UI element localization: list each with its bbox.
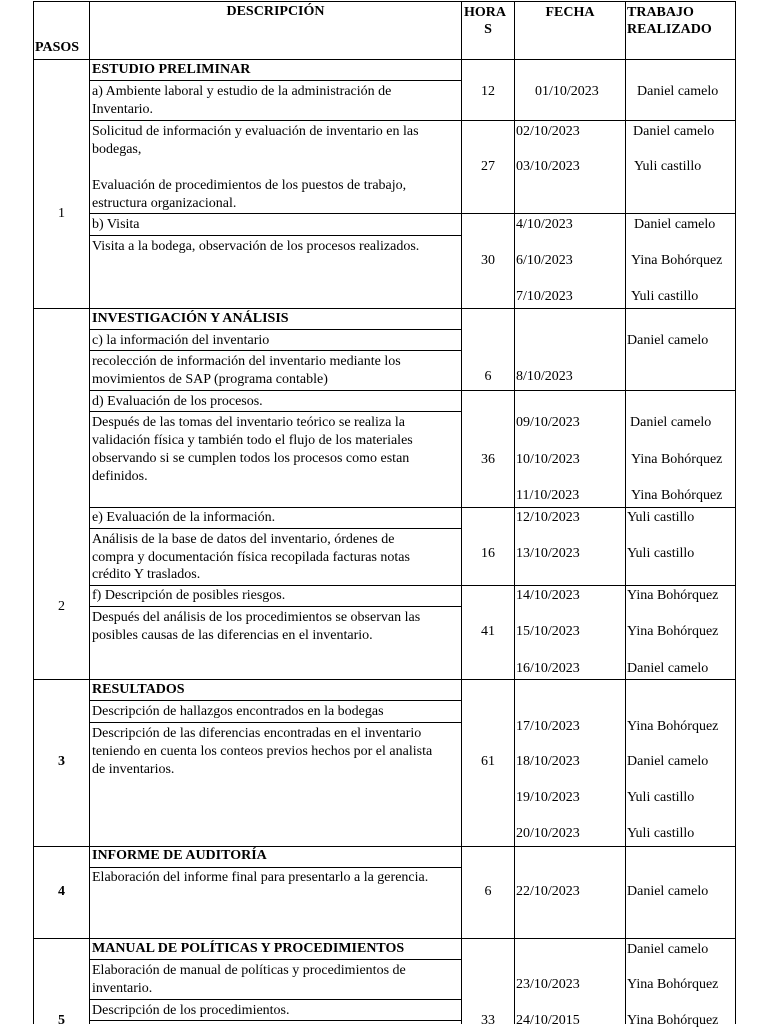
worker-name: Yuli castillo: [627, 546, 695, 561]
step-number: 3: [58, 754, 65, 769]
activity-description: bodegas,: [92, 142, 142, 157]
activity-description: Descripción de los procedimientos.: [92, 1003, 290, 1018]
date-value: 7/10/2023: [516, 289, 573, 304]
date-value: 17/10/2023: [516, 719, 580, 734]
rule: [89, 1020, 461, 1021]
header-trabajo-line2: REALIZADO: [627, 22, 712, 37]
header-horas-line2: S: [484, 22, 492, 37]
step-number: 5: [58, 1013, 65, 1028]
worker-name: Yuli castillo: [627, 826, 695, 841]
worker-name: Daniel camelo: [627, 754, 709, 769]
date-value: 6/10/2023: [516, 253, 573, 268]
worker-name: Yina Bohórquez: [631, 253, 723, 268]
step-number: 2: [58, 599, 65, 614]
hours-value: 12: [481, 84, 495, 99]
section-title: INVESTIGACIÓN Y ANÁLISIS: [92, 311, 289, 326]
activity-description: Descripción de hallazgos encontrados en la bodegas: [92, 704, 384, 719]
rule: [89, 606, 461, 607]
worker-name: Yina Bohórquez: [631, 452, 723, 467]
date-value: 11/10/2023: [516, 488, 580, 503]
hours-value: 6: [484, 884, 492, 899]
rule: [89, 507, 736, 508]
activity-description: movimientos de SAP (programa contable): [92, 372, 328, 387]
column-divider-horas: [514, 1, 515, 1024]
step-number: 1: [58, 206, 65, 221]
date-value: 4/10/2023: [516, 217, 573, 232]
activity-description: recolección de información del inventario mediante los: [92, 354, 401, 369]
activity-description: teniendo en cuenta los conteos previos hechos por el analista: [92, 744, 433, 759]
activity-description: inventario.: [92, 981, 153, 996]
rule: [89, 528, 461, 529]
hours-value: 36: [481, 452, 495, 467]
hours-value: 16: [481, 546, 495, 561]
header-fecha: FECHA: [545, 5, 595, 20]
rule: [89, 585, 736, 586]
date-value: 18/10/2023: [516, 754, 580, 769]
activity-description: b) Visita: [92, 217, 140, 232]
worker-name: Yina Bohórquez: [627, 624, 719, 639]
date-value: 13/10/2023: [516, 546, 580, 561]
worker-name: Daniel camelo: [627, 333, 709, 348]
section-title: INFORME DE AUDITORÍA: [92, 848, 267, 863]
date-value: 10/10/2023: [516, 452, 580, 467]
activity-description: observando si se cumplen todos los procesos como estan: [92, 451, 410, 466]
worker-name: Yina Bohórquez: [627, 719, 719, 734]
worker-name: Yina Bohórquez: [631, 488, 723, 503]
hours-value: 6: [484, 369, 492, 384]
worker-name: Daniel camelo: [634, 217, 716, 232]
date-value: 22/10/2023: [516, 884, 580, 899]
activity-description: Evaluación de procedimientos de los puestos de trabajo,: [92, 178, 407, 193]
activity-description: compra y documentación física recopilada facturas notas: [92, 550, 410, 565]
table-border-left: [33, 1, 34, 1024]
activity-description: c) la información del inventario: [92, 333, 270, 348]
activity-description: definidos.: [92, 469, 148, 484]
worker-name: Yina Bohórquez: [627, 588, 719, 603]
column-divider-fecha: [625, 1, 626, 1024]
date-value: 02/10/2023: [516, 124, 580, 139]
activity-description: crédito Y traslados.: [92, 567, 201, 582]
activity-description: Visita a la bodega, observación de los procesos realizados.: [92, 239, 420, 254]
activity-description: Elaboración de manual de políticas y procedimientos de: [92, 963, 406, 978]
rule: [89, 867, 461, 868]
activity-description: Elaboración del informe final para presentarlo a la gerencia.: [92, 870, 429, 885]
worker-name: Daniel camelo: [633, 124, 715, 139]
activity-description: a) Ambiente laboral y estudio de la administración de: [92, 84, 392, 99]
date-value: 14/10/2023: [516, 588, 580, 603]
rule: [89, 80, 461, 81]
rule: [89, 213, 736, 214]
column-divider-descripcion: [461, 1, 462, 1024]
date-value: 19/10/2023: [516, 790, 580, 805]
header-descripcion: DESCRIPCIÓN: [226, 4, 325, 19]
rule: [89, 329, 461, 330]
step-number: 4: [58, 884, 65, 899]
activity-description: Solicitud de información y evaluación de inventario en las: [92, 124, 419, 139]
rule: [89, 120, 736, 121]
table-border-right: [735, 1, 736, 1024]
date-value: 16/10/2023: [516, 661, 580, 676]
rule: [89, 390, 736, 391]
activity-description: e) Evaluación de la información.: [92, 510, 276, 525]
date-value: 20/10/2023: [516, 826, 580, 841]
rule: [89, 999, 461, 1000]
rule: [89, 350, 461, 351]
rule: [89, 235, 461, 236]
rule: [89, 700, 461, 701]
worker-name: Yina Bohórquez: [627, 1013, 719, 1028]
hours-value: 33: [481, 1013, 495, 1028]
worker-name: Yuli castillo: [627, 510, 695, 525]
hours-value: 61: [481, 754, 495, 769]
worker-name: Daniel camelo: [630, 415, 712, 430]
worker-name: Daniel camelo: [627, 884, 709, 899]
worker-name: Yuli castillo: [631, 289, 699, 304]
worker-name: Daniel camelo: [627, 661, 709, 676]
header-pasos: PASOS: [35, 40, 80, 55]
column-divider-pasos: [89, 1, 90, 1024]
activity-description: Descripción de las diferencias encontradas en el inventario: [92, 726, 422, 741]
activity-description: Análisis de la base de datos del inventario, órdenes de: [92, 532, 395, 547]
hours-value: 41: [481, 624, 495, 639]
rule: [33, 938, 736, 939]
rule: [33, 679, 736, 680]
hours-value: 30: [481, 253, 495, 268]
date-value: 24/10/2015: [516, 1013, 580, 1028]
rule: [89, 722, 461, 723]
rule: [33, 308, 736, 309]
header-trabajo-line1: TRABAJO: [627, 5, 694, 20]
rule: [33, 1, 736, 2]
rule: [33, 59, 736, 60]
date-value: 8/10/2023: [516, 369, 573, 384]
worker-name: Yina Bohórquez: [627, 977, 719, 992]
worker-name: Daniel camelo: [627, 942, 709, 957]
activity-description: Después del análisis de los procedimientos se observan las: [92, 610, 421, 625]
worker-name: Yuli castillo: [627, 790, 695, 805]
activity-description: Inventario.: [92, 102, 154, 117]
worker-name: Daniel camelo: [637, 84, 719, 99]
date-value: 23/10/2023: [516, 977, 580, 992]
date-value: 09/10/2023: [516, 415, 580, 430]
activity-description: de inventarios.: [92, 762, 175, 777]
rule: [89, 411, 461, 412]
section-title: ESTUDIO PRELIMINAR: [92, 62, 251, 77]
worker-name: Yuli castillo: [634, 159, 702, 174]
activity-description: posibles causas de las diferencias en el inventario.: [92, 628, 373, 643]
rule: [89, 959, 461, 960]
header-horas-line1: HORA: [464, 5, 506, 20]
activity-description: f) Descripción de posibles riesgos.: [92, 588, 286, 603]
date-value: 12/10/2023: [516, 510, 580, 525]
activity-description: Después de las tomas del inventario teórico se realiza la: [92, 415, 405, 430]
section-title: MANUAL DE POLÍTICAS Y PROCEDIMIENTOS: [92, 941, 405, 956]
date-value: 15/10/2023: [516, 624, 580, 639]
section-title: RESULTADOS: [92, 682, 185, 697]
activity-description: estructura organizacional.: [92, 196, 237, 211]
date-value: 03/10/2023: [516, 159, 580, 174]
activity-description: d) Evaluación de los procesos.: [92, 394, 263, 409]
date-value: 01/10/2023: [535, 84, 599, 99]
activity-description: validación física y también todo el flujo de los materiales: [92, 433, 413, 448]
hours-value: 27: [481, 159, 495, 174]
